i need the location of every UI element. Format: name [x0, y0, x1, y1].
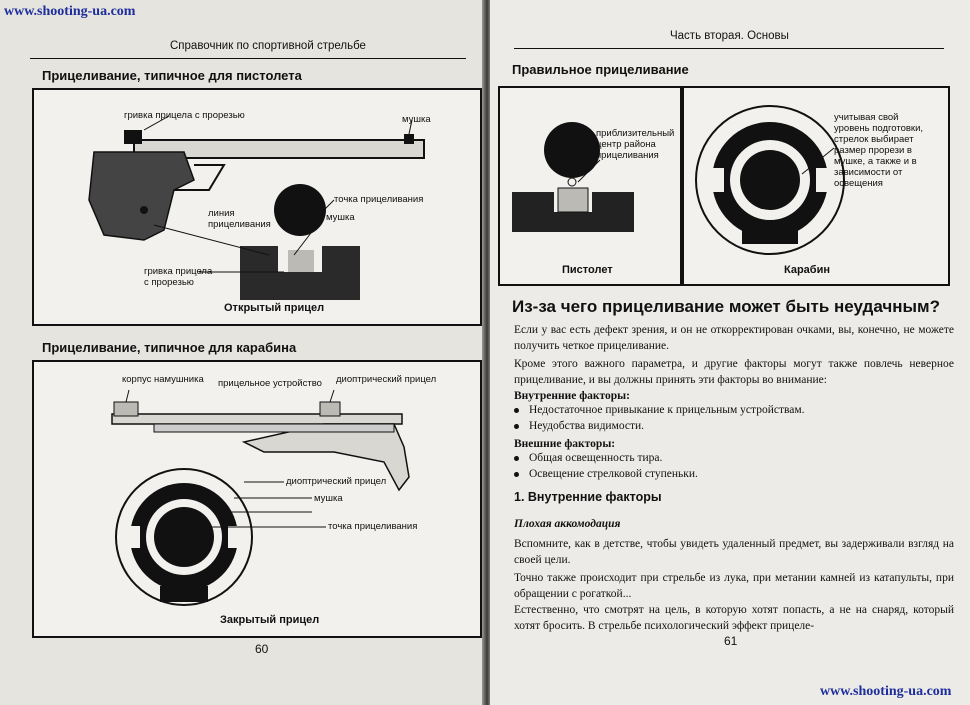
label-aim-point: точка прицеливания: [334, 194, 424, 205]
left-page: [0, 0, 484, 705]
label-front-sight-top: мушка: [402, 114, 431, 125]
external-item-2: Освещение стрелковой ступеньки.: [514, 468, 698, 480]
paragraph-2: Кроме этого важного параметра, и другие факторы могут также повлечь неверное прицеливание, и вы должны принять эти факторы во внимание:: [514, 358, 954, 386]
rifle-drawing: [34, 362, 480, 636]
right-page: [490, 0, 970, 705]
watermark-top: www.shooting-ua.com: [4, 4, 136, 19]
label-aim-point-rifle: точка прицеливания: [328, 521, 418, 532]
caption-pistol: Пистолет: [562, 264, 613, 276]
label-approx-center: приблизительный центр района прицеливания: [596, 128, 675, 161]
bullet-icon: [514, 472, 519, 477]
paragraph-1: Если у вас есть дефект зрения, и он не откорректирован очками, вы, конечно, не можете получить четкое прицеливание.: [514, 324, 954, 352]
heading-failure: Из-за чего прицеливание может быть неудачным?: [512, 297, 940, 316]
paragraph-5: Естественно, что смотрят на цель, в которую хотят попасть, а не на снаряд, который хотят бросить. В стрельбе психологический эффект прицеле-: [514, 604, 954, 632]
section-title-rifle: Прицеливание, типичное для карабина: [42, 340, 297, 355]
label-shooter-choice: учитывая свой уровень подготовки, стрелок выбирает размер прорези в мушке, а также и в зависимости от освещения: [834, 112, 924, 189]
label-front-sight-rifle: мушка: [314, 493, 343, 504]
label-sight-line: линия прицеливания: [208, 208, 271, 230]
section-title-pistol: Прицеливание, типичное для пистолета: [42, 68, 302, 83]
page-number-left: 60: [255, 642, 269, 656]
rifle-figure: [32, 360, 482, 638]
subheading-internal: 1. Внутренние факторы: [514, 490, 662, 504]
pistol-figure: [32, 88, 482, 326]
label-rear-sight-top: гривка прицела с прорезью: [124, 110, 245, 121]
caption-open-sight: Открытый прицел: [224, 302, 325, 314]
italic-heading-accommodation: Плохая аккомодация: [514, 518, 621, 530]
running-head-right: Часть вторая. Основы: [670, 30, 789, 42]
external-factors-label: Внешние факторы:: [514, 438, 616, 450]
label-diopter: диоптрический прицел: [286, 476, 387, 487]
head-rule: [30, 58, 466, 59]
internal-item-2: Неудобства видимости.: [514, 420, 644, 432]
section-title-correct-aim: Правильное прицеливание: [512, 62, 689, 77]
label-front-sight: мушка: [326, 212, 355, 223]
rifle-aim-box: [682, 86, 950, 286]
paragraph-3: Вспомните, как в детстве, чтобы увидеть удаленный предмет, вы задерживали взгляд на своей цели.: [514, 538, 954, 566]
running-head-left: Справочник по спортивной стрельбе: [170, 40, 366, 52]
paragraph-4: Точно также происходит при стрельбе из лука, при метании камней из катапульты, при обращении с рогаткой...: [514, 572, 954, 600]
pistol-aim-box: [498, 86, 682, 286]
watermark-bottom: www.shooting-ua.com: [820, 684, 952, 699]
label-sight-device: прицельное устройство: [218, 378, 322, 389]
pistol-aim-drawing: [500, 88, 680, 284]
head-rule-right: [514, 48, 944, 49]
external-item-1: Общая освещенность тира.: [514, 452, 662, 464]
caption-closed-sight: Закрытый прицел: [220, 614, 320, 626]
pistol-drawing: [34, 90, 480, 324]
label-rear-sight-bottom: гривка прицела с прорезью: [144, 266, 213, 288]
internal-item-1: Недостаточное привыкание к прицельным устройствам.: [514, 404, 805, 416]
bullet-icon: [514, 424, 519, 429]
page-number-right: 61: [724, 634, 738, 648]
caption-rifle: Карабин: [784, 264, 831, 276]
label-diopter-top: диоптрический прицел: [336, 374, 437, 385]
bullet-icon: [514, 408, 519, 413]
internal-factors-label: Внутренние факторы:: [514, 390, 630, 402]
bullet-icon: [514, 456, 519, 461]
label-muzzle-body: корпус намушника: [122, 374, 204, 385]
